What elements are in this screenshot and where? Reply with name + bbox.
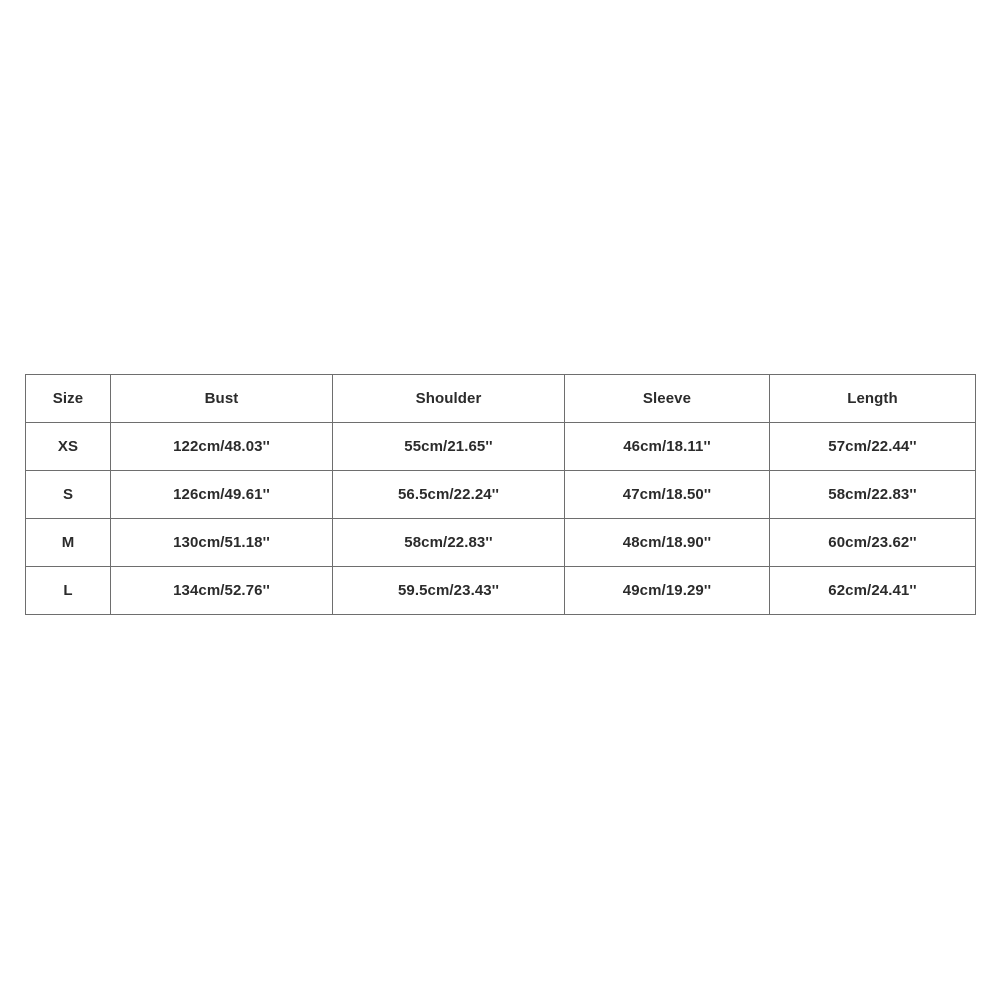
cell-length: 58cm/22.83'' (770, 471, 976, 519)
header-shoulder: Shoulder (333, 375, 565, 423)
table-row (26, 471, 976, 519)
table-row (26, 423, 976, 471)
cell-length: 62cm/24.41'' (770, 567, 976, 615)
cell-sleeve: 49cm/19.29'' (565, 567, 770, 615)
cell-shoulder: 55cm/21.65'' (333, 423, 565, 471)
header-length: Length (770, 375, 976, 423)
cell-shoulder: 58cm/22.83'' (333, 519, 565, 567)
cell-size: M (26, 519, 111, 567)
table-body (26, 423, 976, 615)
cell-bust: 130cm/51.18'' (111, 519, 333, 567)
cell-length: 60cm/23.62'' (770, 519, 976, 567)
header-size: Size (26, 375, 111, 423)
cell-size: S (26, 471, 111, 519)
cell-bust: 126cm/49.61'' (111, 471, 333, 519)
cell-length: 57cm/22.44'' (770, 423, 976, 471)
table-header (26, 375, 976, 423)
cell-bust: 122cm/48.03'' (111, 423, 333, 471)
header-sleeve: Sleeve (565, 375, 770, 423)
cell-shoulder: 56.5cm/22.24'' (333, 471, 565, 519)
cell-size: L (26, 567, 111, 615)
cell-bust: 134cm/52.76'' (111, 567, 333, 615)
table-row (26, 567, 976, 615)
cell-sleeve: 48cm/18.90'' (565, 519, 770, 567)
table-row (26, 519, 976, 567)
cell-sleeve: 46cm/18.11'' (565, 423, 770, 471)
cell-sleeve: 47cm/18.50'' (565, 471, 770, 519)
size-chart-table (25, 374, 976, 615)
cell-size: XS (26, 423, 111, 471)
cell-shoulder: 59.5cm/23.43'' (333, 567, 565, 615)
header-row (26, 375, 976, 423)
header-bust: Bust (111, 375, 333, 423)
